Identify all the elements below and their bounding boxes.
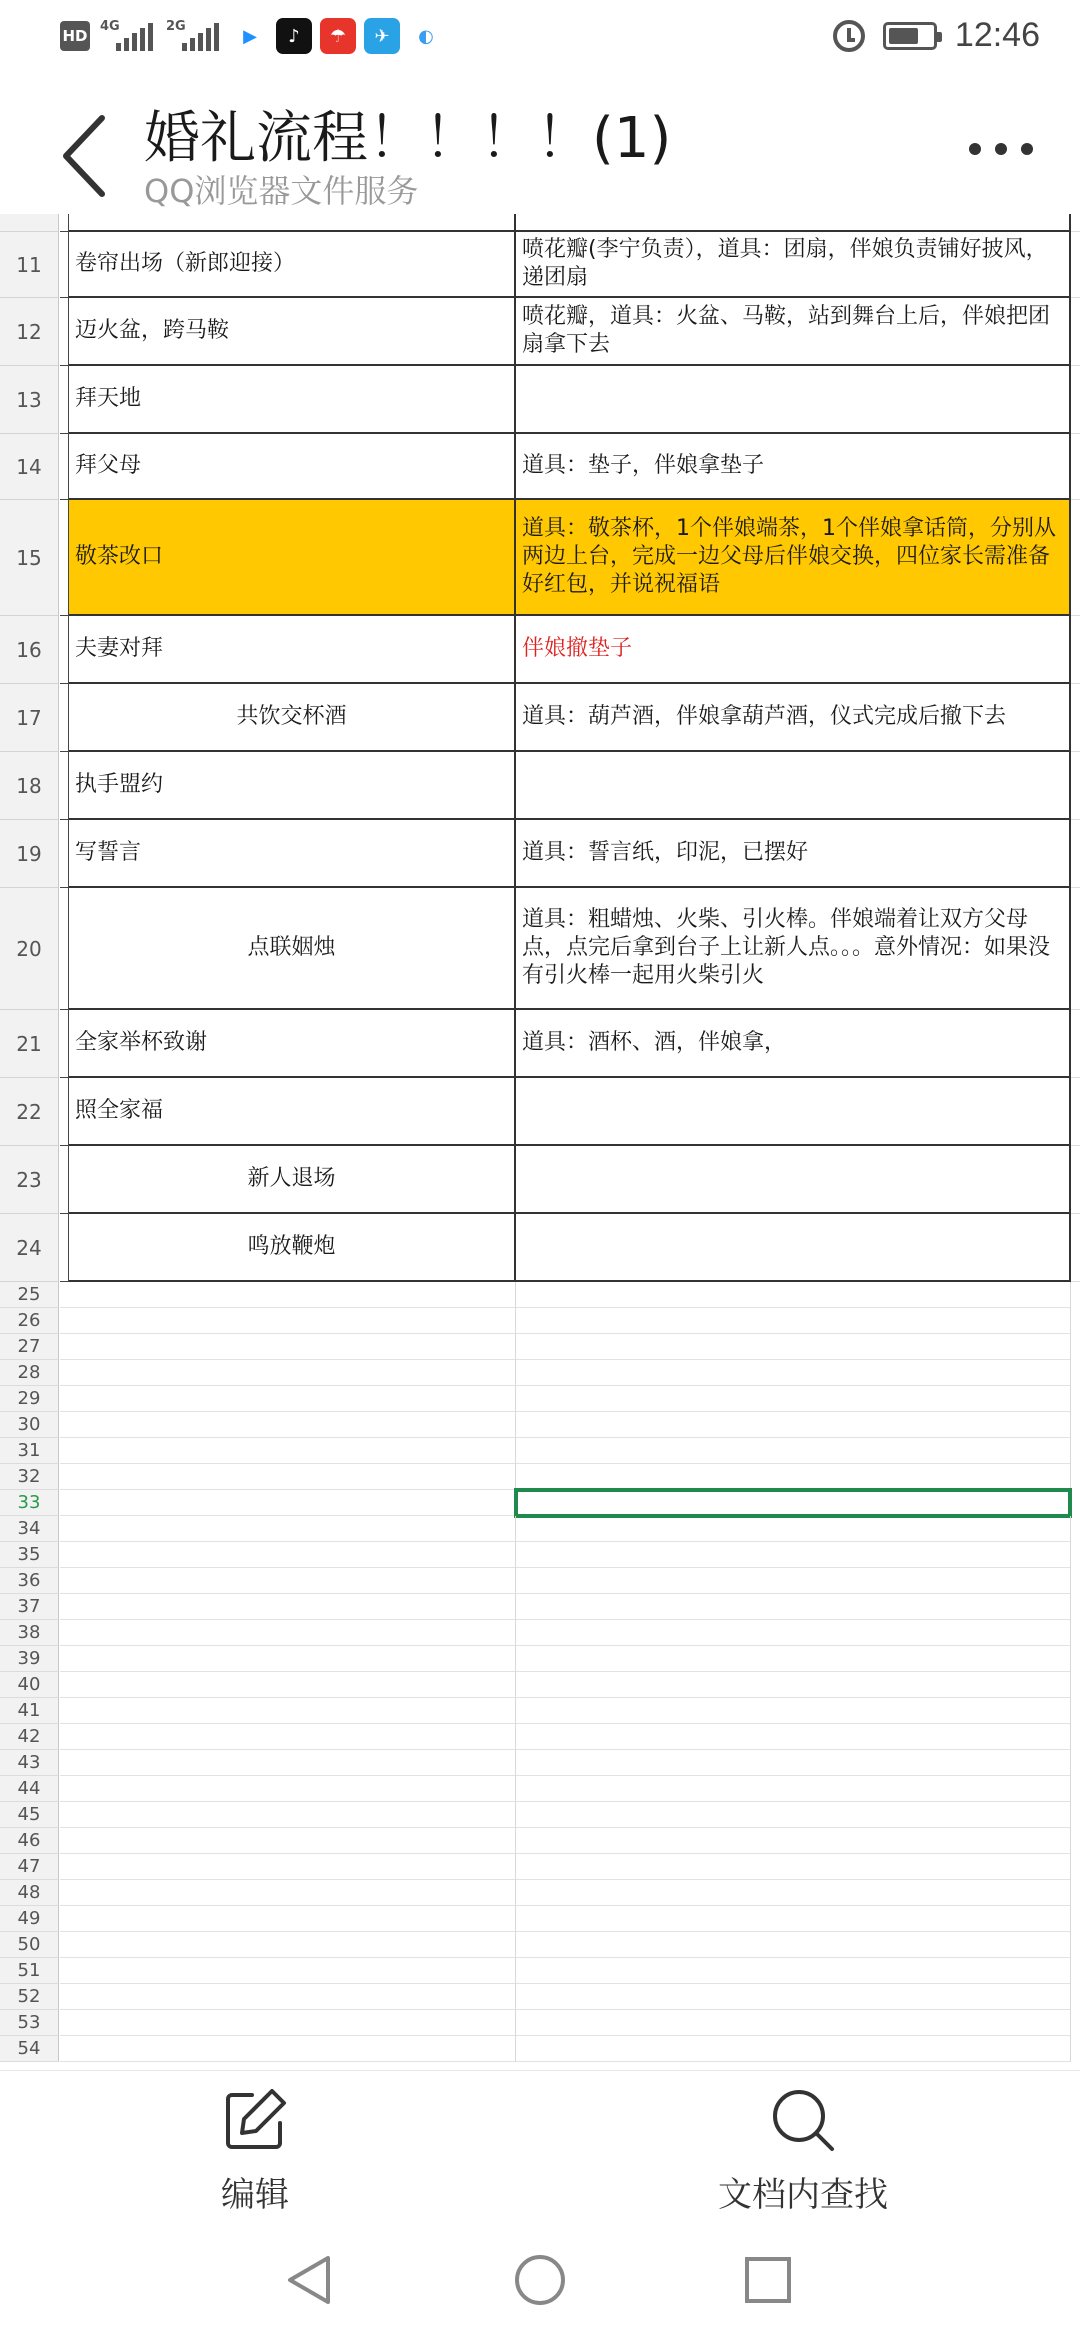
row-number[interactable]: 42 xyxy=(0,1724,59,1750)
grid-cell[interactable] xyxy=(1071,298,1080,366)
nav-back-icon[interactable] xyxy=(282,2252,338,2308)
row-number[interactable]: 37 xyxy=(0,1594,59,1620)
grid-cell[interactable] xyxy=(60,298,69,366)
title-bar xyxy=(0,80,1080,220)
grid-cell[interactable] xyxy=(60,366,69,434)
empty-table-row[interactable] xyxy=(0,1620,1080,1646)
grid-cell[interactable] xyxy=(516,1698,1071,1724)
alarm-icon xyxy=(833,20,865,52)
table-row[interactable] xyxy=(0,1146,1080,1214)
row-number[interactable]: 27 xyxy=(0,1334,59,1360)
grid-cell[interactable] xyxy=(1071,1010,1080,1078)
network-signal-2 xyxy=(166,19,222,53)
empty-table-row[interactable] xyxy=(0,1880,1080,1906)
grid-cell[interactable] xyxy=(516,1828,1071,1854)
table-row[interactable] xyxy=(0,366,1080,434)
row-number[interactable]: 26 xyxy=(0,1308,59,1334)
grid-cell[interactable] xyxy=(60,1958,516,1984)
grid-cell[interactable] xyxy=(60,1594,516,1620)
grid-cell[interactable] xyxy=(60,1880,516,1906)
grid-cell[interactable] xyxy=(60,1568,516,1594)
grid-cell[interactable] xyxy=(516,1412,1071,1438)
table-row[interactable] xyxy=(0,1010,1080,1078)
back-button[interactable] xyxy=(56,106,116,206)
signal-bars-icon xyxy=(116,23,153,51)
row-number[interactable]: 43 xyxy=(0,1750,59,1776)
row-number[interactable]: 17 xyxy=(0,684,59,752)
grid-cell[interactable] xyxy=(60,820,69,888)
grid-cell[interactable] xyxy=(60,752,69,820)
empty-table-row[interactable] xyxy=(0,1308,1080,1334)
grid-cell[interactable] xyxy=(516,1308,1071,1334)
row-number[interactable]: 51 xyxy=(0,1958,59,1984)
table-row[interactable] xyxy=(0,434,1080,500)
search-icon xyxy=(768,2085,838,2155)
grid-cell xyxy=(1071,214,1080,232)
step-notes-cell[interactable] xyxy=(516,1146,1071,1214)
empty-table-row[interactable] xyxy=(0,1334,1080,1360)
app-blue-plane-icon: ✈ xyxy=(364,18,400,54)
row-number[interactable]: 44 xyxy=(0,1776,59,1802)
row-number[interactable]: 20 xyxy=(0,888,59,1010)
table-row[interactable] xyxy=(0,888,1080,1010)
empty-table-row[interactable] xyxy=(0,1724,1080,1750)
grid-cell[interactable] xyxy=(60,1620,516,1646)
step-notes-cell[interactable]: 喷花瓣(李宁负责），道具：团扇，伴娘负责铺好披风，递团扇 xyxy=(516,232,1071,298)
network-type-label: 4G xyxy=(100,19,120,34)
row-number[interactable]: 12 xyxy=(0,298,59,366)
empty-table-row[interactable] xyxy=(0,2036,1080,2062)
row-number[interactable]: 22 xyxy=(0,1078,59,1146)
step-notes-cell[interactable]: 道具：粗蜡烛、火柴、引火棒。伴娘端着让双方父母点，点完后拿到台子上让新人点。。。意外情况：如果没有引火棒一起用火柴引火 xyxy=(516,888,1071,1010)
grid-cell[interactable] xyxy=(60,1750,516,1776)
edit-button[interactable] xyxy=(220,2085,290,2216)
row-number[interactable]: 39 xyxy=(0,1646,59,1672)
row-number[interactable]: 34 xyxy=(0,1516,59,1542)
grid-cell[interactable] xyxy=(60,1802,516,1828)
grid-cell[interactable] xyxy=(60,1334,516,1360)
row-number[interactable]: 52 xyxy=(0,1984,59,2010)
step-name-cell[interactable]: 写誓言 xyxy=(69,820,516,888)
grid-cell[interactable] xyxy=(69,214,516,232)
grid-cell[interactable] xyxy=(1071,500,1080,616)
network-type-label: 2G xyxy=(166,19,186,34)
table-row[interactable] xyxy=(0,684,1080,752)
grid-cell[interactable] xyxy=(60,1724,516,1750)
empty-table-row[interactable] xyxy=(0,1958,1080,1984)
grid-cell[interactable] xyxy=(60,1464,516,1490)
empty-table-row[interactable] xyxy=(0,1464,1080,1490)
grid-cell[interactable] xyxy=(516,1282,1071,1308)
chevron-left-icon xyxy=(56,106,116,206)
step-name-cell[interactable]: 共饮交杯酒 xyxy=(69,684,516,752)
grid-cell[interactable] xyxy=(1071,684,1080,752)
row-number[interactable]: 50 xyxy=(0,1932,59,1958)
grid-cell[interactable] xyxy=(60,1932,516,1958)
grid-cell[interactable] xyxy=(60,1776,516,1802)
empty-table-row[interactable] xyxy=(0,1854,1080,1880)
grid-cell[interactable] xyxy=(60,1906,516,1932)
bottom-toolbar xyxy=(0,2070,1080,2220)
document-title: 婚礼流程！！！！(1) xyxy=(144,106,672,171)
table-row-partial xyxy=(0,214,1080,232)
grid-cell[interactable] xyxy=(516,1750,1071,1776)
grid-cell[interactable] xyxy=(60,684,69,752)
grid-cell[interactable] xyxy=(60,1078,69,1146)
grid-cell[interactable] xyxy=(1071,1214,1080,1282)
empty-table-row[interactable] xyxy=(0,1594,1080,1620)
grid-cell[interactable] xyxy=(60,1010,69,1078)
row-number[interactable]: 29 xyxy=(0,1386,59,1412)
table-row[interactable] xyxy=(0,1214,1080,1282)
more-options-button[interactable] xyxy=(966,134,1036,164)
empty-table-row[interactable] xyxy=(0,1776,1080,1802)
grid-cell[interactable] xyxy=(516,1776,1071,1802)
row-number[interactable]: 45 xyxy=(0,1802,59,1828)
row-number[interactable]: 28 xyxy=(0,1360,59,1386)
tiktok-app-icon: ♪ xyxy=(276,18,312,54)
row-number[interactable]: 31 xyxy=(0,1438,59,1464)
empty-table-row[interactable] xyxy=(0,1386,1080,1412)
row-number[interactable]: 38 xyxy=(0,1620,59,1646)
grid-cell[interactable] xyxy=(60,1386,516,1412)
notification-app-icons xyxy=(232,18,444,54)
step-notes-cell[interactable] xyxy=(516,1078,1071,1146)
nav-home-icon[interactable] xyxy=(512,2252,568,2308)
app-red-icon: ☂ xyxy=(320,18,356,54)
grid-cell[interactable] xyxy=(516,1984,1071,2010)
youku-app-icon: ▶ xyxy=(232,18,268,54)
grid-cell[interactable] xyxy=(1071,366,1080,434)
grid-cell[interactable] xyxy=(516,1802,1071,1828)
row-number[interactable]: 36 xyxy=(0,1568,59,1594)
row-number[interactable]: 19 xyxy=(0,820,59,888)
hd-indicator: HD xyxy=(60,21,90,51)
grid-cell[interactable] xyxy=(60,1672,516,1698)
status-bar-left xyxy=(60,18,444,54)
grid-cell[interactable] xyxy=(60,2036,516,2062)
grid-cell[interactable] xyxy=(60,434,69,500)
step-name-cell[interactable]: 鸣放鞭炮 xyxy=(69,1214,516,1282)
row-number[interactable]: 14 xyxy=(0,434,59,500)
grid-cell[interactable] xyxy=(516,1958,1071,1984)
grid-cell[interactable] xyxy=(1071,616,1080,684)
step-name-cell[interactable]: 拜天地 xyxy=(69,366,516,434)
grid-cell[interactable] xyxy=(516,1516,1071,1542)
grid-cell[interactable] xyxy=(60,232,69,298)
step-notes-cell[interactable] xyxy=(516,752,1071,820)
grid-cell[interactable] xyxy=(516,1542,1071,1568)
table-row[interactable] xyxy=(0,1078,1080,1146)
step-notes-cell[interactable]: 道具：酒杯、酒，伴娘拿， xyxy=(516,1010,1071,1078)
grid-cell[interactable] xyxy=(516,1334,1071,1360)
grid-cell[interactable] xyxy=(60,1646,516,1672)
empty-table-row[interactable] xyxy=(0,1360,1080,1386)
step-notes-cell[interactable]: 道具：葫芦酒，伴娘拿葫芦酒，仪式完成后撤下去 xyxy=(516,684,1071,752)
empty-table-row[interactable] xyxy=(0,1932,1080,1958)
grid-cell[interactable] xyxy=(60,616,69,684)
document-subtitle: QQ浏览器文件服务 xyxy=(144,172,419,210)
grid-cell[interactable] xyxy=(516,1438,1071,1464)
row-number[interactable]: 16 xyxy=(0,616,59,684)
grid-cell[interactable] xyxy=(60,1438,516,1464)
grid-cell[interactable] xyxy=(60,1412,516,1438)
step-name-cell[interactable]: 点联姻烛 xyxy=(69,888,516,1010)
grid-cell[interactable] xyxy=(1071,820,1080,888)
empty-table-row[interactable] xyxy=(0,1802,1080,1828)
grid-cell[interactable] xyxy=(60,1828,516,1854)
row-number[interactable]: 40 xyxy=(0,1672,59,1698)
empty-table-row[interactable] xyxy=(0,1828,1080,1854)
table-row[interactable] xyxy=(0,232,1080,298)
grid-cell xyxy=(60,214,69,232)
grid-cell[interactable] xyxy=(60,1308,516,1334)
table-row[interactable] xyxy=(0,500,1080,616)
grid-cell[interactable] xyxy=(516,1672,1071,1698)
row-number[interactable]: 13 xyxy=(0,366,59,434)
row-number[interactable]: 53 xyxy=(0,2010,59,2036)
empty-table-row[interactable] xyxy=(0,1646,1080,1672)
grid-cell[interactable] xyxy=(516,2010,1071,2036)
grid-cell[interactable] xyxy=(60,1698,516,1724)
empty-table-row[interactable] xyxy=(0,1542,1080,1568)
edit-label: 编辑 xyxy=(221,2175,289,2215)
step-notes-cell[interactable]: 道具：誓言纸，印泥，已摆好 xyxy=(516,820,1071,888)
row-number[interactable]: 46 xyxy=(0,1828,59,1854)
empty-table-row[interactable] xyxy=(0,2010,1080,2036)
step-notes-cell[interactable]: 喷花瓣，道具：火盆、马鞍，站到舞台上后，伴娘把团扇拿下去 xyxy=(516,298,1071,366)
more-dot-icon xyxy=(1021,143,1033,155)
row-number[interactable]: 18 xyxy=(0,752,59,820)
grid-cell[interactable] xyxy=(516,1360,1071,1386)
grid-cell[interactable] xyxy=(60,1542,516,1568)
step-notes-cell[interactable]: 道具：敬茶杯，1个伴娘端茶，1个伴娘拿话筒，分别从两边上台，完成一边父母后伴娘交换，四位家长需准备好红包，并说祝福语 xyxy=(516,500,1071,616)
grid-cell[interactable] xyxy=(60,1214,69,1282)
row-number[interactable]: 24 xyxy=(0,1214,59,1282)
row-number[interactable]: 23 xyxy=(0,1146,59,1214)
grid-cell[interactable] xyxy=(60,1984,516,2010)
empty-table-row[interactable] xyxy=(0,1568,1080,1594)
grid-cell[interactable] xyxy=(60,1490,516,1516)
table-row[interactable] xyxy=(0,616,1080,684)
grid-cell[interactable] xyxy=(516,1646,1071,1672)
table-row[interactable] xyxy=(0,752,1080,820)
battery-icon xyxy=(883,22,937,50)
row-number[interactable]: 47 xyxy=(0,1854,59,1880)
row-number[interactable]: 33 xyxy=(0,1490,59,1516)
step-name-cell[interactable]: 迈火盆，跨马鞍 xyxy=(69,298,516,366)
grid-cell[interactable] xyxy=(516,1880,1071,1906)
row-number xyxy=(0,214,59,232)
grid-cell[interactable] xyxy=(516,1386,1071,1412)
grid-cell[interactable] xyxy=(60,1360,516,1386)
grid-cell[interactable] xyxy=(516,1620,1071,1646)
grid-cell[interactable] xyxy=(60,1282,516,1308)
table-row[interactable] xyxy=(0,298,1080,366)
qq-browser-icon: ◐ xyxy=(408,18,444,54)
grid-cell[interactable] xyxy=(1071,888,1080,1010)
step-name-cell[interactable]: 卷帘出场（新郎迎接） xyxy=(69,232,516,298)
empty-table-row[interactable] xyxy=(0,1282,1080,1308)
empty-table-row[interactable] xyxy=(0,1906,1080,1932)
step-notes-cell[interactable] xyxy=(516,366,1071,434)
step-name-cell[interactable]: 执手盟约 xyxy=(69,752,516,820)
grid-cell[interactable] xyxy=(1071,232,1080,298)
grid-cell[interactable] xyxy=(60,1146,69,1214)
find-label: 文档内查找 xyxy=(718,2175,888,2215)
grid-cell[interactable] xyxy=(516,1568,1071,1594)
row-number[interactable]: 15 xyxy=(0,500,59,616)
more-dot-icon xyxy=(995,143,1007,155)
row-number[interactable]: 48 xyxy=(0,1880,59,1906)
row-number[interactable]: 41 xyxy=(0,1698,59,1724)
row-number[interactable]: 32 xyxy=(0,1464,59,1490)
grid-cell[interactable] xyxy=(60,888,69,1010)
row-number[interactable]: 49 xyxy=(0,1906,59,1932)
network-signal-1 xyxy=(100,19,156,53)
status-bar-right xyxy=(833,16,1040,55)
row-number[interactable]: 30 xyxy=(0,1412,59,1438)
empty-table-row[interactable] xyxy=(0,1750,1080,1776)
find-in-document-button[interactable] xyxy=(718,2085,888,2216)
row-number[interactable]: 11 xyxy=(0,232,59,298)
row-number[interactable]: 35 xyxy=(0,1542,59,1568)
system-navigation-bar xyxy=(0,2220,1080,2340)
empty-table-row[interactable] xyxy=(0,1438,1080,1464)
grid-cell[interactable] xyxy=(1071,1146,1080,1214)
row-number[interactable]: 54 xyxy=(0,2036,59,2062)
spreadsheet-grid[interactable] xyxy=(0,214,1080,2074)
empty-table-row[interactable] xyxy=(0,1698,1080,1724)
grid-cell[interactable] xyxy=(516,1464,1071,1490)
grid-cell[interactable] xyxy=(516,2036,1071,2062)
selected-cell[interactable] xyxy=(514,1488,1072,1518)
step-notes-cell[interactable]: 道具：垫子，伴娘拿垫子 xyxy=(516,434,1071,500)
step-name-cell[interactable]: 照全家福 xyxy=(69,1078,516,1146)
grid-cell[interactable] xyxy=(60,500,69,616)
grid-cell[interactable] xyxy=(60,2010,516,2036)
step-name-cell[interactable]: 新人退场 xyxy=(69,1146,516,1214)
grid-cell[interactable] xyxy=(516,1906,1071,1932)
step-name-cell[interactable]: 夫妻对拜 xyxy=(69,616,516,684)
grid-cell[interactable] xyxy=(60,1516,516,1542)
step-name-cell[interactable]: 全家举杯致谢 xyxy=(69,1010,516,1078)
grid-cell[interactable] xyxy=(516,1854,1071,1880)
step-notes-cell[interactable]: 伴娘撤垫子 xyxy=(516,616,1071,684)
edit-icon xyxy=(220,2085,290,2155)
grid-cell[interactable] xyxy=(60,1854,516,1880)
grid-cell[interactable] xyxy=(516,1932,1071,1958)
grid-cell[interactable] xyxy=(516,1724,1071,1750)
more-dot-icon xyxy=(969,143,981,155)
step-name-cell[interactable]: 拜父母 xyxy=(69,434,516,500)
empty-table-row[interactable] xyxy=(0,1516,1080,1542)
row-number[interactable]: 21 xyxy=(0,1010,59,1078)
signal-bars-icon xyxy=(182,23,219,51)
grid-cell[interactable] xyxy=(1071,434,1080,500)
nav-recent-apps-icon[interactable] xyxy=(740,2252,796,2308)
table-row[interactable] xyxy=(0,820,1080,888)
grid-cell[interactable] xyxy=(1071,1078,1080,1146)
empty-table-row[interactable] xyxy=(0,1672,1080,1698)
step-notes-cell[interactable] xyxy=(516,1214,1071,1282)
step-name-cell[interactable]: 敬茶改口 xyxy=(69,500,516,616)
empty-table-row[interactable] xyxy=(0,1412,1080,1438)
row-number[interactable]: 25 xyxy=(0,1282,59,1308)
grid-cell[interactable] xyxy=(1071,752,1080,820)
grid-cell[interactable] xyxy=(516,1594,1071,1620)
empty-table-row[interactable] xyxy=(0,1984,1080,2010)
grid-cell[interactable] xyxy=(516,214,1071,232)
status-bar xyxy=(0,0,1080,72)
clock-time: 12:46 xyxy=(954,16,1040,54)
